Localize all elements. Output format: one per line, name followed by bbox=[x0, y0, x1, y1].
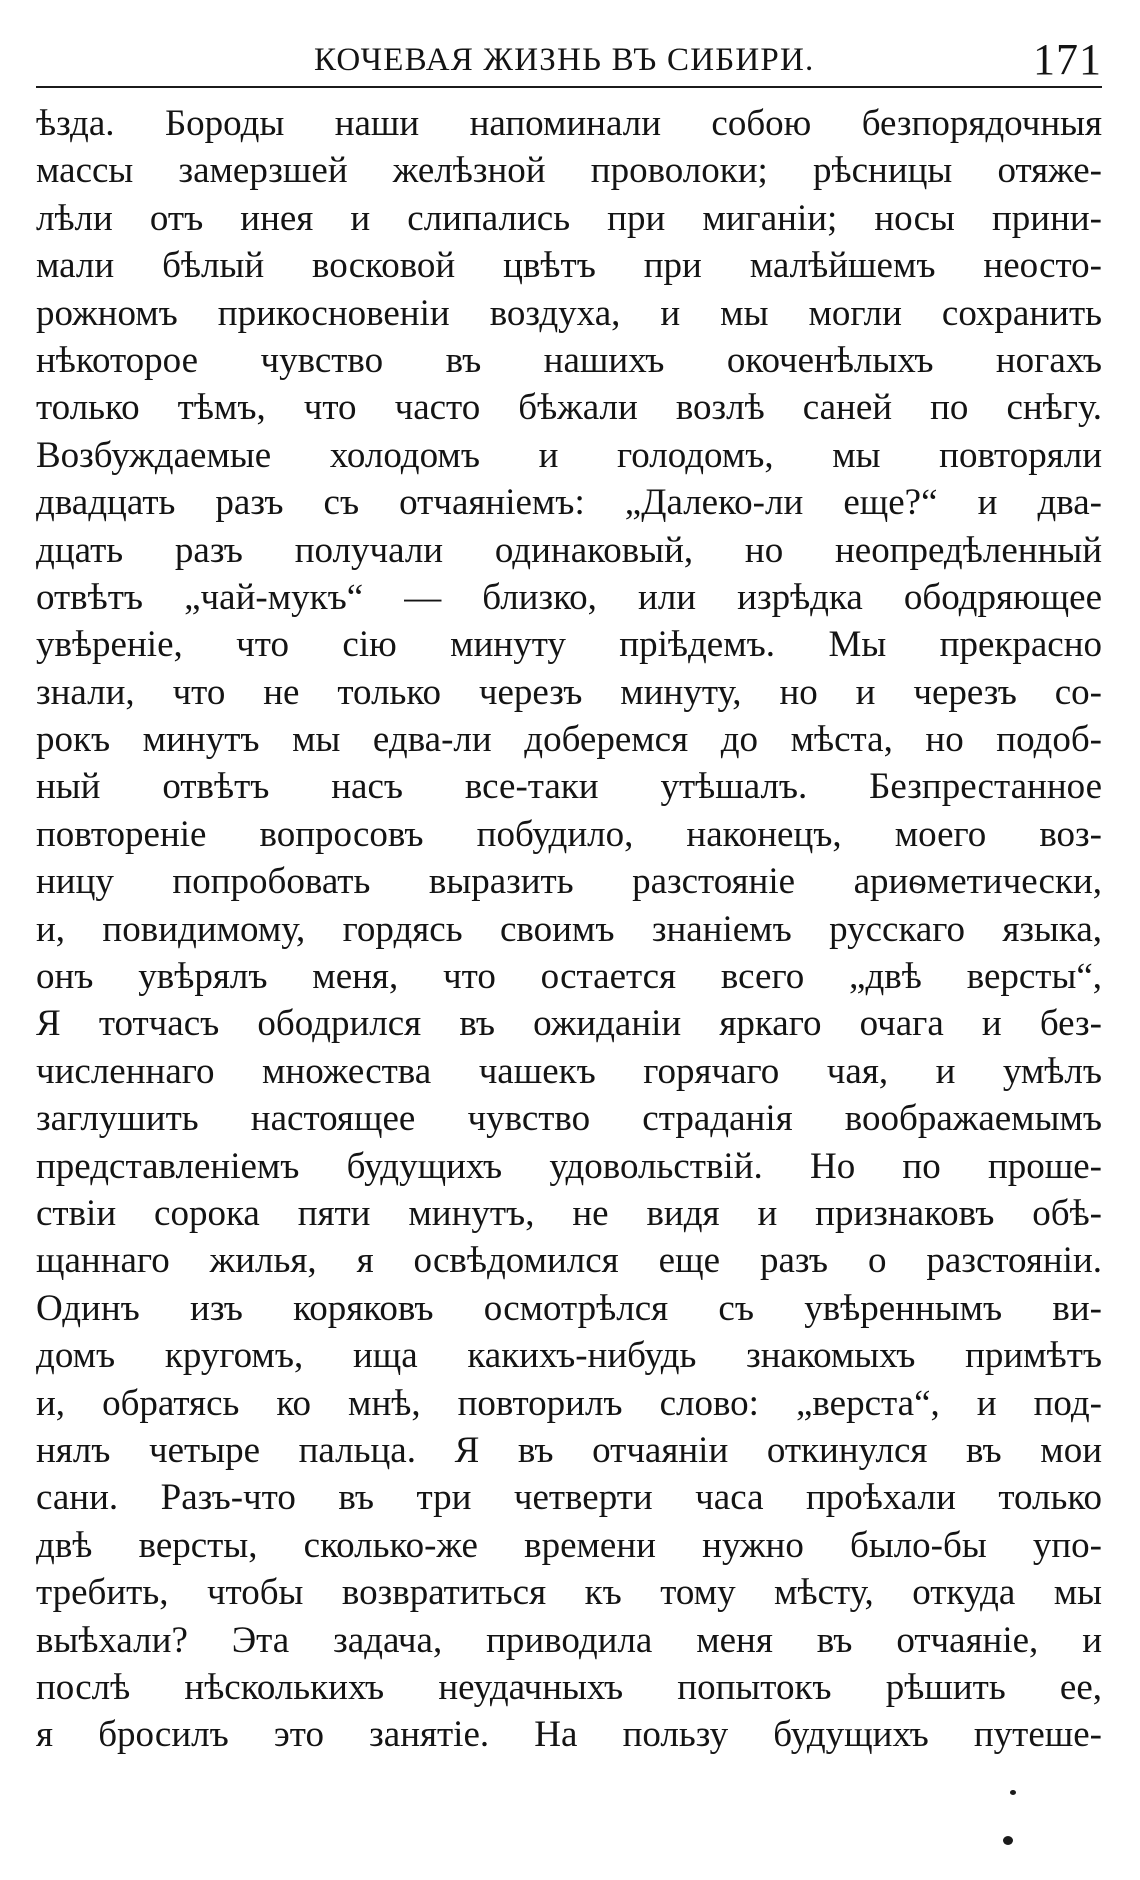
text-line: только тѣмъ, что часто бѣжали возлѣ саней по снѣгу. bbox=[36, 387, 1102, 429]
text-line: ницу попробовать выразить разстояніе ариѳметически, bbox=[36, 861, 1102, 903]
text-line: заглушить настоящее чувство страданія воображаемымъ bbox=[36, 1098, 1102, 1140]
text-line: нѣкоторое чувство въ нашихъ окоченѣлыхъ ногахъ bbox=[36, 339, 1102, 381]
text-line: ствіи сорока пяти минутъ, не видя и признаковъ обѣ- bbox=[36, 1192, 1102, 1234]
text-line: я бросилъ это занятіе. На пользу будущихъ путеше- bbox=[36, 1714, 1102, 1756]
text-line: онъ увѣрялъ меня, что остается всего „двѣ версты“, bbox=[36, 956, 1102, 998]
text-line: знали, что не только черезъ минуту, но и черезъ со- bbox=[36, 671, 1102, 713]
text-line: рокъ минутъ мы едва-ли доберемся до мѣста, но подоб- bbox=[36, 719, 1102, 761]
text-line: нялъ четыре пальца. Я въ отчаяніи откинулся въ мои bbox=[36, 1429, 1102, 1471]
text-line: ѣзда. Бороды наши напоминали собою безпорядочныя bbox=[36, 103, 1102, 144]
text-line: ный отвѣтъ насъ все-таки утѣшалъ. Безпрестанное bbox=[36, 766, 1102, 808]
text-line: и, обратясь ко мнѣ, повторилъ слово: „верста“, и под- bbox=[36, 1382, 1102, 1424]
text-line: массы замерзшей желѣзной проволоки; рѣсницы отяже- bbox=[36, 150, 1102, 192]
text-line: увѣреніе, что сію минуту пріѣдемъ. Мы прекрасно bbox=[36, 624, 1102, 666]
text-line: рожномъ прикосновеніи воздуха, и мы могли сохранить bbox=[36, 292, 1102, 334]
text-line: требить, чтобы возвратиться къ тому мѣсту, откуда мы bbox=[36, 1572, 1102, 1614]
text-line: отвѣтъ „чай-мукъ“ — близко, или изрѣдка ободряющее bbox=[36, 576, 1102, 618]
text-line: повтореніе вопросовъ побудило, наконецъ, моего воз- bbox=[36, 813, 1102, 855]
text-line: выѣхали? Эта задача, приводила меня въ отчаяніе, и bbox=[36, 1619, 1102, 1661]
body-text bbox=[36, 100, 1102, 1759]
text-line: послѣ нѣсколькихъ неудачныхъ попытокъ рѣшить ее, bbox=[36, 1666, 1102, 1708]
running-title: КОЧЕВАЯ ЖИЗНЬ ВЪ СИБИРИ. bbox=[314, 42, 815, 78]
text-line: мали бѣлый восковой цвѣтъ при малѣйшемъ неосто- bbox=[36, 245, 1102, 287]
page-number: 171 bbox=[1033, 35, 1102, 84]
text-line: Возбуждаемые холодомъ и голодомъ, мы повторяли bbox=[36, 434, 1102, 476]
text-line: дцать разъ получали одинаковый, но неопредѣленный bbox=[36, 529, 1102, 571]
text-line: сани. Разъ-что въ три четверти часа проѣхали только bbox=[36, 1477, 1102, 1519]
text-line: и, повидимому, гордясь своимъ знаніемъ русскаго языка, bbox=[36, 908, 1102, 950]
text-line: представленіемъ будущихъ удовольствій. Но по проше- bbox=[36, 1145, 1102, 1187]
text-line: домъ кругомъ, ища какихъ-нибудь знакомыхъ примѣтъ bbox=[36, 1335, 1102, 1377]
ink-speck bbox=[1003, 1836, 1013, 1845]
text-line: щаннаго жилья, я освѣдомился еще разъ о разстояніи. bbox=[36, 1240, 1102, 1282]
text-line: двадцать разъ съ отчаяніемъ: „Далеко-ли еще?“ и два- bbox=[36, 482, 1102, 524]
text-line: двѣ версты, сколько-же времени нужно было-бы упо- bbox=[36, 1524, 1102, 1566]
running-head bbox=[36, 34, 1102, 84]
text-line: лѣли отъ инея и слипались при миганіи; носы прини- bbox=[36, 197, 1102, 239]
text-line: численнаго множества чашекъ горячаго чая, и умѣлъ bbox=[36, 1050, 1102, 1092]
header-rule bbox=[36, 86, 1102, 88]
ink-speck bbox=[1010, 1790, 1016, 1795]
text-line: Одинъ изъ коряковъ осмотрѣлся съ увѣреннымъ ви- bbox=[36, 1287, 1102, 1329]
text-line: Я тотчасъ ободрился въ ожиданіи яркаго очага и без- bbox=[36, 1003, 1102, 1045]
